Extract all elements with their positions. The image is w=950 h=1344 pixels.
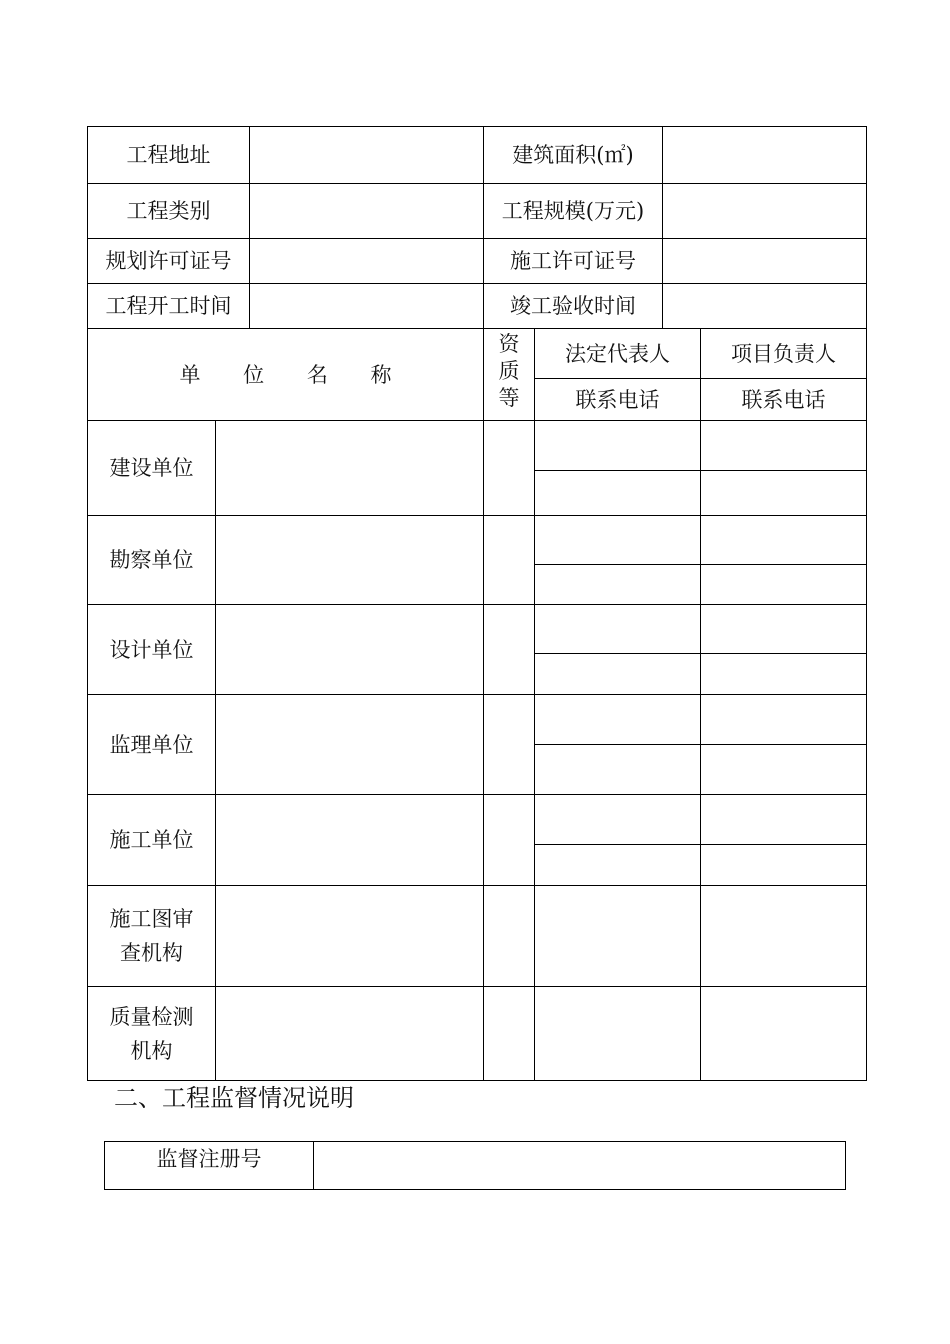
registration-number-value[interactable]: [314, 1142, 845, 1189]
project-address-label: 工程地址: [126, 143, 211, 167]
reg-table-right: [845, 1141, 846, 1190]
reg-table-bottom: [104, 1189, 846, 1190]
project-lead-header: 项目负责人: [731, 341, 836, 366]
unit-name-header: 单 位 名 称: [179, 362, 410, 387]
construction-permit-value[interactable]: [663, 239, 866, 283]
building-area-value[interactable]: [663, 127, 866, 183]
section-two-heading: 二、工程监督情况说明: [114, 1084, 354, 1112]
col-line: [534, 328, 535, 1081]
phone-header-1: 联系电话: [575, 387, 660, 412]
table-border-bottom: [87, 1080, 867, 1081]
construction-permit-label: 施工许可证号: [510, 249, 636, 273]
project-category-value[interactable]: [250, 184, 483, 238]
project-scale-value[interactable]: [663, 184, 866, 238]
start-time-value[interactable]: [250, 284, 483, 328]
acceptance-time-value[interactable]: [663, 284, 866, 328]
unit-label-construction: 建设单位: [109, 456, 194, 480]
qualification-header: 资质等: [498, 332, 520, 410]
phone-header-2: 联系电话: [741, 387, 826, 412]
planning-permit-value[interactable]: [250, 239, 483, 283]
col-line: [483, 328, 484, 1081]
acceptance-time-label: 竣工验收时间: [510, 294, 636, 318]
col-line: [215, 420, 216, 1081]
col-line: [700, 328, 701, 1081]
building-area-label: 建筑面积(㎡): [512, 143, 634, 167]
unit-label-quality-testing: 质量检测 机构: [109, 1004, 194, 1063]
table-border-right: [866, 126, 867, 1081]
unit-label-supervision: 监理单位: [109, 732, 194, 757]
unit-label-drawing-review: 施工图审 查机构: [109, 907, 194, 965]
legal-rep-header: 法定代表人: [565, 341, 670, 366]
unit-label-contractor: 施工单位: [109, 828, 194, 852]
project-category-label: 工程类别: [126, 199, 211, 223]
project-address-value[interactable]: [250, 127, 483, 183]
project-scale-label: 工程规模(万元): [501, 199, 645, 223]
planning-permit-label: 规划许可证号: [105, 249, 232, 273]
unit-label-survey: 勘察单位: [109, 548, 194, 572]
start-time-label: 工程开工时间: [105, 294, 232, 318]
unit-label-design: 设计单位: [109, 637, 194, 662]
registration-number-label: 监督注册号: [156, 1147, 262, 1171]
